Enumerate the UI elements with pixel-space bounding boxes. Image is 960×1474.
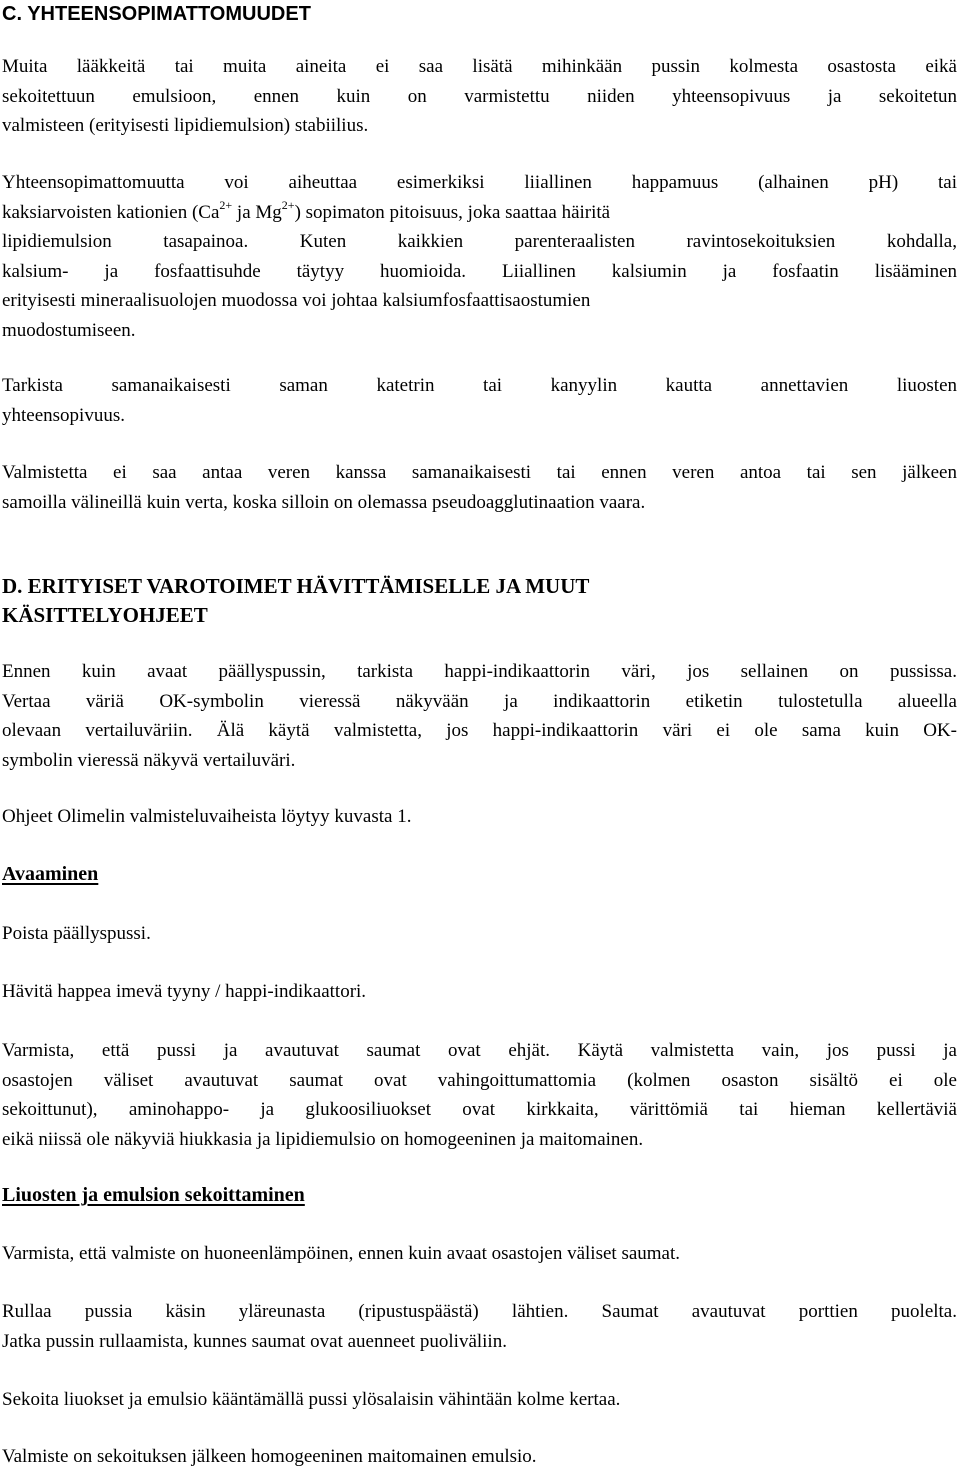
ion-charge: 2+: [219, 198, 233, 213]
section-c-paragraph-3: [2, 371, 957, 430]
text-line: valmisteen (erityisesti lipidiemulsion) stabiilius.: [2, 115, 369, 136]
sekoittaminen-paragraph-3: [2, 1385, 957, 1415]
section-c-heading: C. YHTEENSOPIMATTOMUUDET: [2, 3, 311, 25]
sekoittaminen-paragraph-2: [2, 1297, 957, 1356]
text-line: Jatka pussin rullaamista, kunnes saumat ovat auenneet puoliväliin.: [2, 1330, 507, 1352]
avaaminen-paragraph-2: [2, 977, 957, 1007]
text-line: Sekoita liuokset ja emulsio kääntämällä pussi ylösalaisin vähintään kolme kertaa.: [2, 1389, 621, 1410]
text-line: Valmiste on sekoituksen jälkeen homogeeninen maitomainen emulsio.: [2, 1446, 537, 1467]
text-line: Yhteensopimattomuutta voi aiheuttaa esimerkiksi liiallinen happamuus (alhainen pH) tai: [2, 172, 957, 193]
text-line: symbolin vieressä näkyvä vertailuväri.: [2, 749, 296, 771]
text-line: sekoittunut), aminohappo- ja glukoosiliuokset ovat kirkkaita, värittömiä tai hieman kellertäviä: [2, 1099, 957, 1120]
text-line: osastojen väliset avautuvat saumat ovat vahingoittumattomia (kolmen osaston sisältö ei ole: [2, 1069, 957, 1091]
text-line: Tarkista samanaikaisesti saman katetrin tai kanyylin kautta annettavien liuosten: [2, 375, 957, 396]
text-line: erityisesti mineraalisuolojen muodossa voi johtaa kalsiumfosfaattisaostumien: [2, 290, 591, 311]
text-fragment: ) sopimaton pitoisuus, joka saattaa häiritä: [294, 201, 611, 223]
section-c-paragraph-2: [2, 168, 957, 345]
text-line: Muita lääkkeitä tai muita aineita ei saa lisätä mihinkään pussin kolmesta osastosta eikä: [2, 56, 957, 77]
text-fragment: ja Mg: [232, 201, 282, 223]
text-line: olevaan vertailuväriin. Älä käytä valmistetta, jos happi-indikaattorin väri ei ole sama kuin OK-: [2, 720, 957, 741]
avaaminen-heading: Avaaminen: [2, 863, 99, 885]
sekoittaminen-heading: Liuosten ja emulsion sekoittaminen: [2, 1184, 305, 1206]
section-d-heading-line-2: KÄSITTELYOHJEET: [2, 603, 208, 627]
text-line: samoilla välineillä kuin verta, koska silloin on olemassa pseudoagglutinaation vaara.: [2, 491, 646, 513]
text-fragment: kaksiarvoisten kationien (Ca: [2, 201, 220, 223]
text-line: lipidiemulsion tasapainoa. Kuten kaikkien parenteraalisten ravintosekoituksien kohdalla,: [2, 231, 957, 252]
section-c-paragraph-1: [2, 52, 957, 141]
text-line: Varmista, että pussi ja avautuvat saumat ovat ehjät. Käytä valmistetta vain, jos pussi ja: [2, 1040, 957, 1061]
text-line: sekoitettuun emulsioon, ennen kuin on varmistettu niiden yhteensopivuus ja sekoitetun: [2, 85, 957, 107]
text-line: yhteensopivuus.: [2, 404, 125, 426]
ion-charge: 2+: [281, 198, 295, 213]
sekoittaminen-paragraph-1: [2, 1239, 957, 1269]
section-d-paragraph-2: [2, 802, 957, 832]
text-line: Hävitä happea imevä tyyny / happi-indikaattori.: [2, 981, 367, 1002]
text-line: eikä niissä ole näkyviä hiukkasia ja lipidiemulsio on homogeeninen ja maitomainen.: [2, 1128, 644, 1150]
avaaminen-paragraph-1: [2, 919, 957, 949]
text-line: Poista päällyspussi.: [2, 923, 151, 944]
text-line: muodostumiseen.: [2, 319, 136, 341]
section-d-paragraph-1: [2, 657, 957, 775]
section-c-paragraph-4: [2, 458, 957, 517]
sekoittaminen-paragraph-4: [2, 1442, 957, 1472]
avaaminen-paragraph-3: [2, 1036, 957, 1154]
text-line: Vertaa väriä OK-symbolin vieressä näkyvään ja indikaattorin etiketin tulostetulla alueella: [2, 690, 957, 712]
section-d-heading-line-1: D. ERITYISET VAROTOIMET HÄVITTÄMISELLE JA MUUT: [2, 574, 590, 598]
text-line: Ennen kuin avaat päällyspussin, tarkista happi-indikaattorin väri, jos sellainen on pussissa.: [2, 661, 957, 682]
text-line: Varmista, että valmiste on huoneenlämpöinen, ennen kuin avaat osastojen väliset saumat.: [2, 1243, 681, 1264]
text-line: Ohjeet Olimelin valmisteluvaiheista löytyy kuvasta 1.: [2, 806, 412, 827]
text-line: kalsium- ja fosfaattisuhde täytyy huomioida. Liiallinen kalsiumin ja fosfaatin lisääminen: [2, 260, 957, 282]
text-line-with-ions: [2, 198, 957, 228]
text-line: Valmistetta ei saa antaa veren kanssa samanaikaisesti tai ennen veren antoa tai sen jälkeen: [2, 462, 957, 483]
text-line: Rullaa pussia käsin yläreunasta (ripustuspäästä) lähtien. Saumat avautuvat porttien puolelta.: [2, 1301, 957, 1322]
